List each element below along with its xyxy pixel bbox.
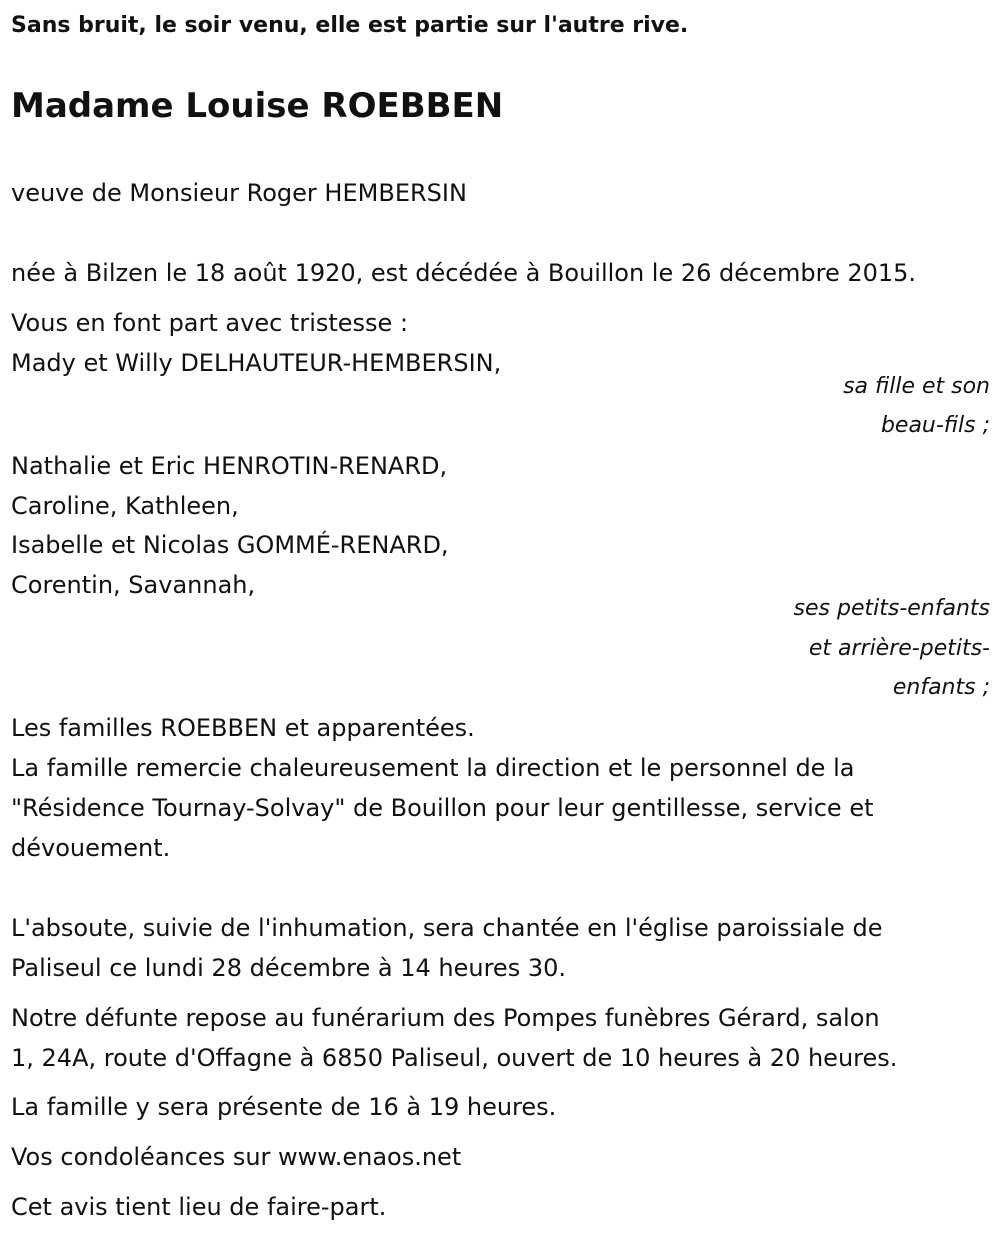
- grandchildren-name-3: Isabelle et Nicolas GOMMÉ-RENARD,: [11, 531, 449, 559]
- presence-line: La famille y sera présente de 16 à 19 heures.: [11, 1093, 557, 1121]
- funeral-home-line-2: 1, 24A, route d'Offagne à 6850 Paliseul, ouvert de 10 heures à 20 heures.: [11, 1044, 898, 1072]
- birth-death-line: née à Bilzen le 18 août 1920, est décédée à Bouillon le 26 décembre 2015.: [11, 259, 917, 287]
- ceremony-line-1: L'absoute, suivie de l'inhumation, sera chantée en l'église paroissiale de: [11, 914, 883, 942]
- thanks-line-2: "Résidence Tournay-Solvay" de Bouillon pour leur gentillesse, service et: [11, 794, 874, 822]
- grandchildren-relation-line-3: enfants ;: [892, 675, 990, 700]
- thanks-line-3: dévouement.: [11, 834, 171, 862]
- thanks-line-1: La famille remercie chaleureusement la direction et le personnel de la: [11, 754, 855, 782]
- grandchildren-name-2: Caroline, Kathleen,: [11, 492, 239, 520]
- epigraph: Sans bruit, le soir venu, elle est partie sur l'autre rive.: [11, 13, 689, 38]
- grandchildren-name-4: Corentin, Savannah,: [11, 571, 256, 599]
- grandchildren-relation-line-1: ses petits-enfants: [793, 596, 990, 621]
- children-names: Mady et Willy DELHAUTEUR-HEMBERSIN,: [11, 349, 502, 377]
- condolences-line: Vos condoléances sur www.enaos.net: [11, 1143, 462, 1171]
- ceremony-line-2: Paliseul ce lundi 28 décembre à 14 heures 30.: [11, 954, 566, 982]
- closing-line: Cet avis tient lieu de faire-part.: [11, 1193, 387, 1221]
- children-relation-line-2: beau-fils ;: [880, 413, 990, 438]
- widow-line: veuve de Monsieur Roger HEMBERSIN: [11, 179, 467, 207]
- families-line: Les familles ROEBBEN et apparentées.: [11, 714, 475, 742]
- deceased-name: Madame Louise ROEBBEN: [11, 86, 504, 126]
- children-relation-line-1: sa fille et son: [843, 374, 990, 399]
- grandchildren-relation-line-2: et arrière-petits-: [808, 636, 990, 661]
- announcement-intro: Vous en font part avec tristesse :: [11, 309, 409, 337]
- funeral-home-line-1: Notre défunte repose au funérarium des Pompes funèbres Gérard, salon: [11, 1004, 880, 1032]
- grandchildren-name-1: Nathalie et Eric HENROTIN-RENARD,: [11, 452, 448, 480]
